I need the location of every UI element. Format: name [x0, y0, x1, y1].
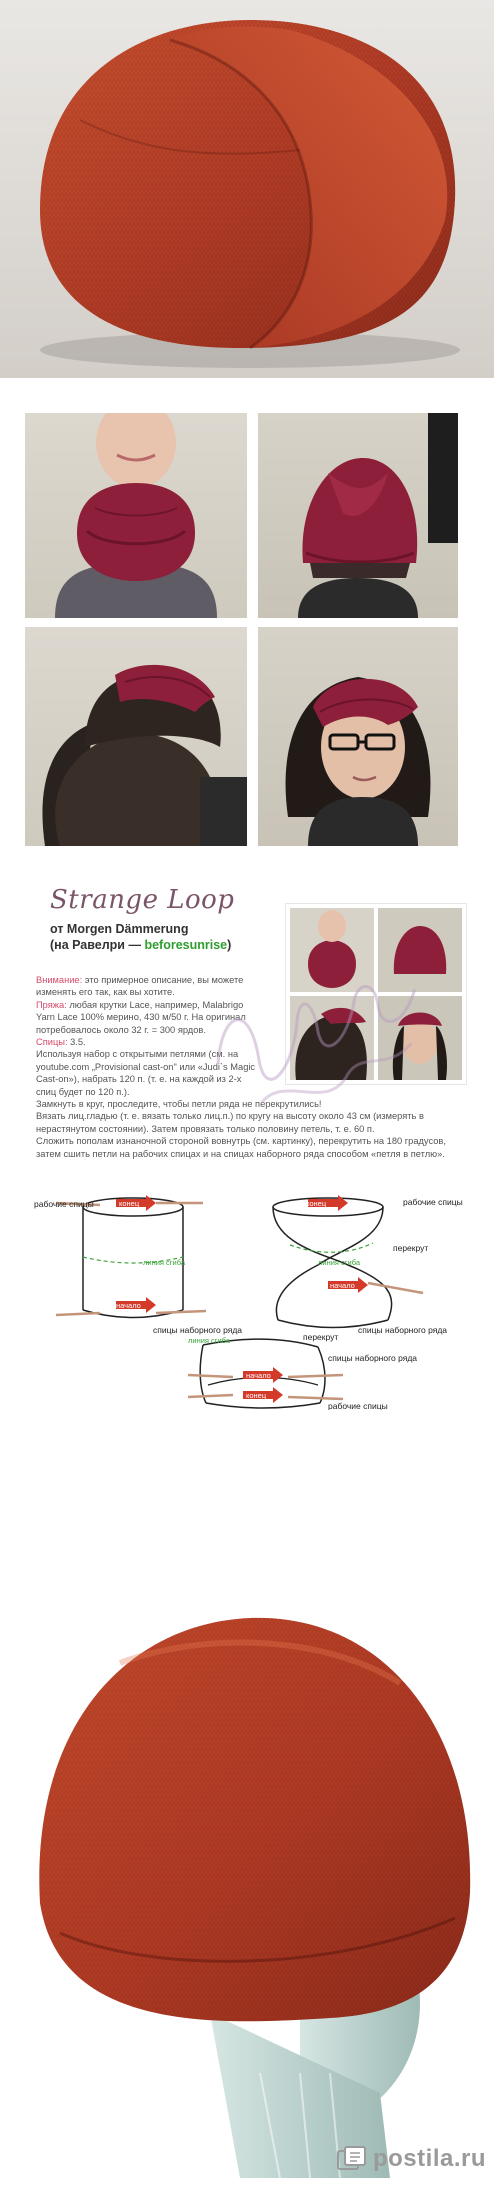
red-loop-image: [0, 0, 494, 378]
yarn-text: любая крутки Lace, например, Malabrigo Yarn Lace 100% мерино, 430 м/50 г. На оригинал потребовалось около 32 г. = 300 ярдов.: [36, 999, 246, 1035]
postila-logo-icon: [337, 2146, 367, 2172]
top-photo-red-loop: [0, 0, 494, 378]
label-end-3: конец: [246, 1391, 267, 1400]
step-fold: Сложить пополам изнаночной стороной вовнутрь (см. картинку), перекрутить на 180 градусов, затем сшить петли на рабочих спицах и на спицах наборного ряда способом «петля в петлю».: [36, 1136, 446, 1159]
label-start-3: начало: [246, 1371, 271, 1380]
step-knit: Вязать лиц.гладью (т. е. вязать только лиц.п.) по кругу на высоту около 43 см (измерять в нерастянутом состоянии). Затем провязать только половину петель, т. е. 60 п.: [36, 1111, 424, 1134]
ravelry-suffix: ): [227, 938, 232, 952]
ravelry-line: [50, 937, 290, 953]
ravelry-prefix: (на Равелри —: [50, 938, 145, 952]
needles-text: 3.5.: [67, 1037, 86, 1048]
step-join: Замкнуть в круг, проследите, чтобы петли ряда не перекрутились!: [36, 1099, 322, 1110]
label-start-2: начало: [330, 1281, 355, 1290]
hat-on-glass-head-image: [0, 1573, 494, 2178]
site-name: postila.ru: [372, 2145, 486, 2172]
needles-paragraph: [36, 1036, 264, 1048]
label-fold-line-2: линия сгиба: [318, 1258, 361, 1267]
folding-diagram: [28, 1185, 468, 1410]
label-fold-line-1: линия сгиба: [143, 1258, 186, 1267]
yarn-paragraph: [36, 999, 264, 1036]
label-cast-on-needles-2: спицы наборного ряда: [358, 1325, 448, 1335]
yarn-label: Пряжа:: [36, 999, 67, 1010]
step-cast-on: Используя набор с открытыми петлями (см. на youtube.com „Provisional cast-on" или «Judi`s Magic Cast-on»), набрать 120 п. (т. е. на каждой из 2-х спиц будет по 120 п.).: [36, 1049, 256, 1097]
label-working-needles-3: рабочие спицы: [328, 1401, 388, 1410]
note-label: Внимание:: [36, 975, 83, 985]
label-cast-on-needles-3: спицы наборного ряда: [328, 1353, 418, 1363]
label-end-2: конец: [306, 1199, 327, 1208]
label-working-needles-1: рабочие спицы: [34, 1199, 94, 1209]
needles-label: Спицы:: [36, 1037, 68, 1048]
photo-headband-front: [258, 627, 458, 846]
photo-cowl-neck: [25, 413, 247, 618]
instructions-text: [36, 974, 466, 1160]
label-fold-line-3: линия сгиба: [188, 1336, 231, 1345]
site-watermark: [337, 2144, 486, 2174]
photo-headband-ponytail: [25, 627, 247, 846]
ravelry-username: beforesunrise: [144, 938, 228, 952]
note-text: это примерное описание, вы можете изменять его так, как вы хотите.: [36, 975, 244, 998]
label-twist-1: перекрут: [393, 1243, 429, 1253]
author-line: от Morgen Dämmerung: [50, 922, 189, 936]
label-cast-on-needles-1: спицы наборного ряда: [153, 1325, 243, 1335]
note-paragraph: [36, 974, 264, 999]
pattern-author: [50, 921, 290, 953]
label-working-needles-2: рабочие спицы: [403, 1197, 463, 1207]
photo-hat-back: [258, 413, 458, 618]
label-end-1: конец: [119, 1199, 140, 1208]
diagram-cylinder: [56, 1195, 206, 1318]
label-start-1: начало: [116, 1301, 141, 1310]
pattern-title: Strange Loop: [50, 885, 235, 915]
bottom-photo-hat-on-glass-head: [0, 1573, 494, 2178]
label-twist-2: перекрут: [303, 1332, 339, 1342]
